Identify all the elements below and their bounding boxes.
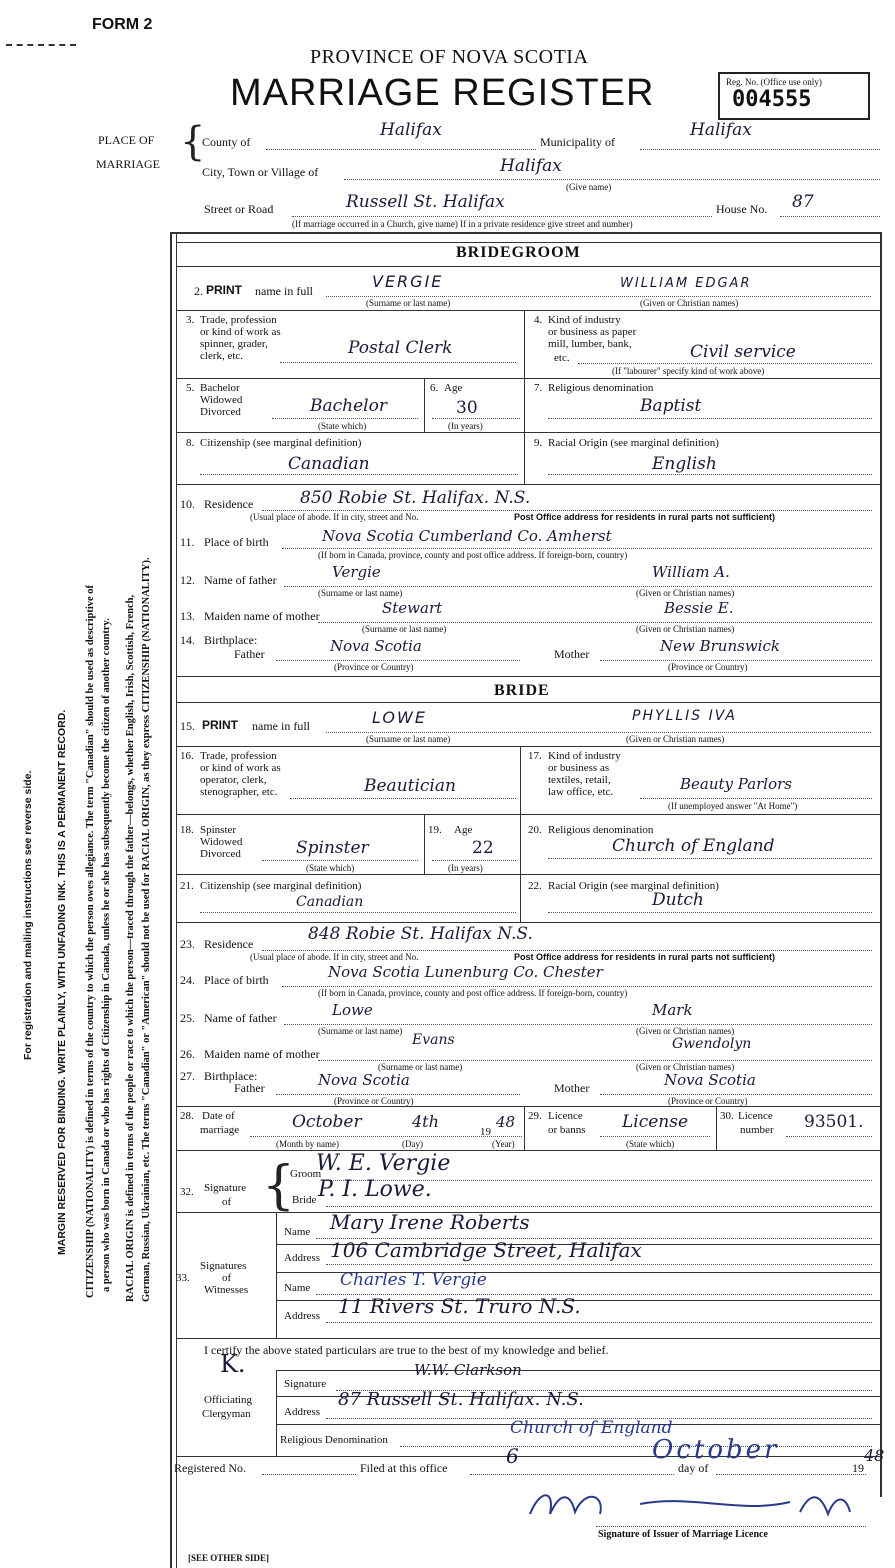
- groom-industry: Civil service: [690, 342, 796, 362]
- bride-father-surname: Lowe: [332, 1001, 373, 1019]
- issuer-signature: [510, 1484, 870, 1524]
- status-label: Spinster: [200, 824, 237, 836]
- citizenship-label: Citizenship (see marginal definition): [200, 437, 362, 449]
- groom-trade: Postal Clerk: [348, 338, 453, 358]
- clergy-signature-label: Signature: [284, 1378, 327, 1390]
- groom-racial: English: [652, 454, 717, 474]
- issuer-signature-scrawl: [510, 1484, 870, 1524]
- item-number: 20.: [528, 824, 542, 836]
- street-value: Russell St. Halifax: [346, 192, 505, 212]
- licence-number-label: Licence: [738, 1110, 773, 1122]
- filed-day: 6: [506, 1444, 519, 1468]
- print-label: PRINT: [206, 283, 242, 297]
- witness1-address: 106 Cambridge Street, Halifax: [330, 1238, 642, 1262]
- side-line-1: For registration and mailing instructions see reverse side.: [22, 770, 34, 1060]
- groom-mother-given: Bessie E.: [664, 599, 734, 617]
- bride-trade: Beautician: [364, 776, 456, 796]
- item-number: 32.: [180, 1186, 194, 1198]
- witness-label: Witnesses: [204, 1284, 249, 1296]
- officiating-label: Clergyman: [202, 1408, 251, 1420]
- see-other-side: [SEE OTHER SIDE]: [188, 1553, 270, 1563]
- bride-mother-given: Gwendolyn: [672, 1036, 752, 1052]
- bride-sig-label: Bride: [292, 1194, 317, 1206]
- bride-residence: 848 Robie St. Halifax N.S.: [308, 924, 533, 944]
- witness-label: of: [222, 1272, 232, 1284]
- item-number: 10.: [180, 497, 195, 511]
- groom-surname: VERGIE: [372, 272, 444, 291]
- groom-age: 30: [456, 398, 478, 418]
- reg-no-box: [718, 72, 870, 120]
- street-caption: (If marriage occurred in a Church, give name) If in a private residence give street and number): [292, 219, 633, 229]
- trade-label: spinner, grader,: [200, 338, 268, 350]
- item-number: 26.: [180, 1047, 195, 1061]
- print-label: PRINT: [202, 718, 238, 732]
- bride-signature: P. I. Lowe.: [318, 1177, 432, 1202]
- groom-signature: W. E. Vergie: [316, 1151, 451, 1176]
- bp-mother-label: Mother: [554, 1081, 590, 1095]
- side-line-6: German, Russian, Ukrainian, etc. The terms "Canadian" or "American" should not be used for RACIAL ORIGIN, as they express CITIZENSHIP (NATIONALITY).: [141, 557, 152, 1302]
- year-prefix: 19: [480, 1126, 491, 1138]
- item-number: 5.: [186, 382, 195, 394]
- trade-label: stenographer, etc.: [200, 786, 278, 798]
- punch-mark: [6, 44, 76, 46]
- groom-bp-father: Nova Scotia: [330, 637, 422, 655]
- name-label: name in full: [252, 719, 310, 733]
- licence-number: 93501.: [804, 1112, 864, 1132]
- bp-caption: (Province or Country): [668, 662, 748, 672]
- item-number: 4.: [534, 314, 543, 326]
- bride-heading: BRIDE: [494, 682, 550, 699]
- birth-caption: (If born in Canada, province, county and post office address. If foreign-born, country): [318, 550, 628, 560]
- trade-label: or kind of work as: [200, 326, 281, 338]
- bride-bp-mother: Nova Scotia: [664, 1071, 756, 1089]
- city-value: Halifax: [500, 156, 562, 176]
- residence-caption-bold: Post Office address for residents in rural parts not sufficient): [514, 512, 776, 522]
- date-label: marriage: [200, 1124, 240, 1136]
- industry-caption: (If unemployed answer "At Home"): [668, 801, 798, 811]
- witness-label: Signatures: [200, 1260, 247, 1272]
- item-number: 3.: [186, 314, 195, 326]
- side-line-3: CITIZENSHIP (NATIONALITY) is defined in terms of the country to which the person owes allegiance. The term "Canadian" should be used as descriptive of: [85, 584, 96, 1298]
- item-number: 16.: [180, 750, 194, 762]
- form-label: FORM 2: [92, 16, 153, 33]
- industry-label: etc.: [554, 352, 570, 364]
- groom-birthplace: Nova Scotia Cumberland Co. Amherst: [322, 527, 612, 545]
- licence-number-label: number: [740, 1124, 774, 1136]
- father-label: Name of father: [204, 1011, 277, 1025]
- item-number: 14.: [180, 633, 195, 647]
- year-caption: (Year): [492, 1139, 515, 1149]
- house-value: 87: [792, 192, 814, 212]
- city-label: City, Town or Village of: [202, 165, 319, 179]
- licence-type: License: [622, 1112, 689, 1132]
- officiating-label: Officiating: [204, 1394, 253, 1406]
- bride-father-given: Mark: [652, 1001, 693, 1019]
- bride-bp-father: Nova Scotia: [318, 1071, 410, 1089]
- bridegroom-heading: BRIDEGROOM: [456, 244, 581, 261]
- groom-father-given: William A.: [652, 563, 730, 581]
- marriage-month: October: [292, 1112, 362, 1132]
- signature-label: Signature: [204, 1182, 247, 1194]
- bride-citizenship: Canadian: [296, 894, 364, 910]
- groom-father-surname: Vergie: [332, 563, 381, 581]
- given-caption: (Given or Christian names): [636, 624, 735, 634]
- industry-label: law office, etc.: [548, 786, 614, 798]
- residence-caption: (Usual place of abode. If in city, street and No.: [250, 512, 419, 522]
- residence-label: Residence: [204, 497, 254, 511]
- mother-label: Maiden name of mother: [204, 1047, 320, 1061]
- signature-brace: {: [262, 1156, 296, 1216]
- clergy-mark: K.: [220, 1350, 246, 1378]
- county-value: Halifax: [380, 120, 442, 140]
- residence-caption-bold: Post Office address for residents in rural parts not sufficient): [514, 952, 776, 962]
- bp-caption: (Province or Country): [334, 662, 414, 672]
- status-label: Widowed: [200, 836, 243, 848]
- age-caption: (In years): [448, 863, 483, 873]
- item-number: 12.: [180, 573, 195, 587]
- filed-month: October: [652, 1435, 780, 1465]
- item-number: 8.: [186, 437, 195, 449]
- denomination-label: Religious Denomination: [280, 1434, 388, 1446]
- marriage-label: MARRIAGE: [96, 157, 161, 171]
- bride-industry: Beauty Parlors: [680, 775, 793, 793]
- reg-no-label: Reg. No. (Office use only): [726, 77, 822, 87]
- father-label: Name of father: [204, 573, 277, 587]
- side-line-4: a person who was born in Canada or who has rights of Citizenship in Canada, unless he or she has subsequently become the citizen of another country.: [101, 618, 112, 1292]
- bp-father-label: Father: [234, 647, 265, 661]
- status-label: Divorced: [200, 848, 241, 860]
- item-number: 30.: [720, 1110, 734, 1122]
- item-number: 22.: [528, 880, 542, 892]
- bp-caption: (Province or Country): [334, 1096, 414, 1106]
- groom-status: Bachelor: [310, 396, 387, 416]
- place-label: PLACE OF: [98, 133, 155, 147]
- item-number: 28.: [180, 1110, 194, 1122]
- name-label: name in full: [255, 284, 313, 298]
- item-number: 6.: [430, 382, 439, 394]
- registered-label: Registered No.: [174, 1461, 246, 1475]
- racial-label: Racial Origin (see marginal definition): [548, 880, 719, 892]
- given-caption: (Given or Christian names): [636, 588, 735, 598]
- filed-year-prefix: 19: [852, 1461, 864, 1475]
- groom-sig-label: Groom: [290, 1168, 322, 1180]
- birth-caption: (If born in Canada, province, county and post office address. If foreign-born, country): [318, 988, 628, 998]
- surname-caption: (Surname or last name): [366, 734, 451, 744]
- house-label: House No.: [716, 202, 768, 216]
- given-caption: (Given or Christian names): [626, 734, 725, 744]
- witness-address-label: Address: [284, 1310, 321, 1322]
- status-caption: (State which): [318, 421, 367, 431]
- item-number: 29.: [528, 1110, 542, 1122]
- bride-racial: Dutch: [652, 890, 704, 910]
- industry-caption: (If "labourer" specify kind of work above): [612, 366, 765, 376]
- age-label: Age: [444, 382, 463, 394]
- industry-label: or business as paper: [548, 326, 637, 338]
- item-number: 11.: [180, 535, 195, 549]
- given-caption: (Given or Christian names): [636, 1062, 735, 1072]
- clergy-address: 87 Russell St. Halifax. N.S.: [338, 1389, 584, 1410]
- give-name-caption: (Give name): [566, 182, 612, 192]
- trade-label: clerk, etc.: [200, 350, 244, 362]
- surname-caption: (Surname or last name): [362, 624, 447, 634]
- industry-label: or business as: [548, 762, 610, 774]
- main-border-right: [880, 232, 882, 1497]
- groom-religion: Baptist: [640, 396, 702, 416]
- bp-caption: (Province or Country): [668, 1096, 748, 1106]
- item-number: 17.: [528, 750, 542, 762]
- item-number: 13.: [180, 609, 195, 623]
- industry-label: Kind of industry: [548, 314, 621, 326]
- bp-mother-label: Mother: [554, 647, 590, 661]
- witness-name-label: Name: [284, 1282, 311, 1294]
- item-number: 21.: [180, 880, 194, 892]
- street-label: Street or Road: [204, 202, 274, 216]
- item-number: 7.: [534, 382, 543, 394]
- province-title: PROVINCE OF NOVA SCOTIA: [310, 46, 589, 68]
- clergy-address-label: Address: [284, 1406, 321, 1418]
- groom-given: WILLIAM EDGAR: [620, 276, 752, 291]
- status-label: Bachelor: [200, 382, 240, 394]
- filed-year: 48: [864, 1446, 885, 1465]
- status-label: Divorced: [200, 406, 241, 418]
- day-of-label: day of: [678, 1461, 709, 1475]
- religion-label: Religious denomination: [548, 824, 654, 836]
- residence-caption: (Usual place of abode. If in city, street and No.: [250, 952, 419, 962]
- side-line-5: RACIAL ORIGIN is defined in terms of the people or race to which the person—traced through the father—belongs, whether English, Irish, Scottish, French,: [125, 594, 136, 1302]
- mother-label: Maiden name of mother: [204, 609, 320, 623]
- certify-text: I certify the above stated particulars are true to the best of my knowledge and belief.: [204, 1343, 609, 1357]
- bride-status: Spinster: [296, 838, 369, 858]
- birthplace-label: Birthplace:: [204, 633, 258, 647]
- witness1-name: Mary Irene Roberts: [330, 1210, 530, 1234]
- item-number: 19.: [428, 824, 442, 836]
- bride-religion: Church of England: [612, 836, 775, 856]
- trade-label: or kind of work as: [200, 762, 281, 774]
- main-border-left: [170, 232, 172, 1568]
- religion-label: Religious denomination: [548, 382, 654, 394]
- date-label: Date of: [202, 1110, 235, 1122]
- licence-label: Licence: [548, 1110, 583, 1122]
- birth-label: Place of birth: [204, 973, 269, 987]
- side-line-2: MARGIN RESERVED FOR BINDING. WRITE PLAINLY, WITH UNFADING INK. THIS IS A PERMANENT RECORD.: [56, 709, 68, 1255]
- citizenship-label: Citizenship (see marginal definition): [200, 880, 362, 892]
- item-number: 18.: [180, 824, 194, 836]
- item-number: 2.: [194, 284, 203, 298]
- filed-label: Filed at this office: [360, 1461, 448, 1475]
- age-label: Age: [454, 824, 473, 836]
- residence-label: Residence: [204, 937, 254, 951]
- signature-label: of: [222, 1196, 232, 1208]
- marriage-year: 48: [496, 1113, 516, 1131]
- item-number: 33.: [176, 1272, 190, 1284]
- groom-residence: 850 Robie St. Halifax. N.S.: [300, 488, 531, 508]
- surname-caption: (Surname or last name): [318, 1026, 403, 1036]
- page-title: MARRIAGE REGISTER: [230, 72, 655, 114]
- issuer-caption: Signature of Issuer of Marriage Licence: [598, 1529, 768, 1540]
- county-label: County of: [202, 135, 251, 149]
- surname-caption: (Surname or last name): [318, 588, 403, 598]
- item-number: 9.: [534, 437, 543, 449]
- witness2-address: 11 Rivers St. Truro N.S.: [338, 1294, 581, 1318]
- trade-label: operator, clerk,: [200, 774, 267, 786]
- reg-no-value: 004555: [732, 87, 812, 112]
- item-number: 24.: [180, 973, 195, 987]
- trade-label: Trade, profession: [200, 314, 277, 326]
- bride-birthplace: Nova Scotia Lunenburg Co. Chester: [328, 963, 603, 981]
- day-caption: (Day): [402, 1139, 423, 1149]
- bp-father-label: Father: [234, 1081, 265, 1095]
- month-caption: (Month by name): [276, 1139, 339, 1149]
- trade-label: Trade, profession: [200, 750, 277, 762]
- witness2-name: Charles T. Vergie: [340, 1270, 487, 1290]
- racial-label: Racial Origin (see marginal definition): [548, 437, 719, 449]
- status-label: Widowed: [200, 394, 243, 406]
- industry-label: mill, lumber, bank,: [548, 338, 632, 350]
- groom-mother-surname: Stewart: [382, 599, 443, 617]
- municipality-label: Municipality of: [540, 135, 615, 149]
- state-caption: (State which): [626, 1139, 675, 1149]
- item-number: 27.: [180, 1069, 195, 1083]
- birthplace-label: Birthplace:: [204, 1069, 258, 1083]
- groom-bp-mother: New Brunswick: [660, 637, 780, 655]
- place-brace: {: [180, 119, 206, 165]
- marriage-day: 4th: [412, 1112, 439, 1131]
- bride-mother-surname: Evans: [412, 1032, 455, 1048]
- witness-address-label: Address: [284, 1252, 321, 1264]
- birth-label: Place of birth: [204, 535, 269, 549]
- clergy-denomination: Church of England: [510, 1418, 673, 1438]
- municipality-value: Halifax: [690, 120, 752, 140]
- bride-age: 22: [472, 838, 494, 858]
- groom-citizenship: Canadian: [288, 454, 370, 474]
- item-number: 23.: [180, 937, 195, 951]
- status-caption: (State which): [306, 863, 355, 873]
- given-caption: (Given or Christian names): [640, 298, 739, 308]
- industry-label: textiles, retail,: [548, 774, 611, 786]
- clergy-signature: W.W. Clarkson: [414, 1361, 522, 1379]
- surname-caption: (Surname or last name): [366, 298, 451, 308]
- licence-label: or banns: [548, 1124, 586, 1136]
- bride-surname: LOWE: [372, 708, 427, 727]
- witness-name-label: Name: [284, 1226, 311, 1238]
- age-caption: (In years): [448, 421, 483, 431]
- given-caption: (Given or Christian names): [636, 1026, 735, 1036]
- industry-label: Kind of industry: [548, 750, 621, 762]
- item-number: 25.: [180, 1011, 195, 1025]
- bride-given: PHYLLIS IVA: [632, 708, 737, 724]
- item-number: 15.: [180, 719, 195, 733]
- surname-caption: (Surname or last name): [378, 1062, 463, 1072]
